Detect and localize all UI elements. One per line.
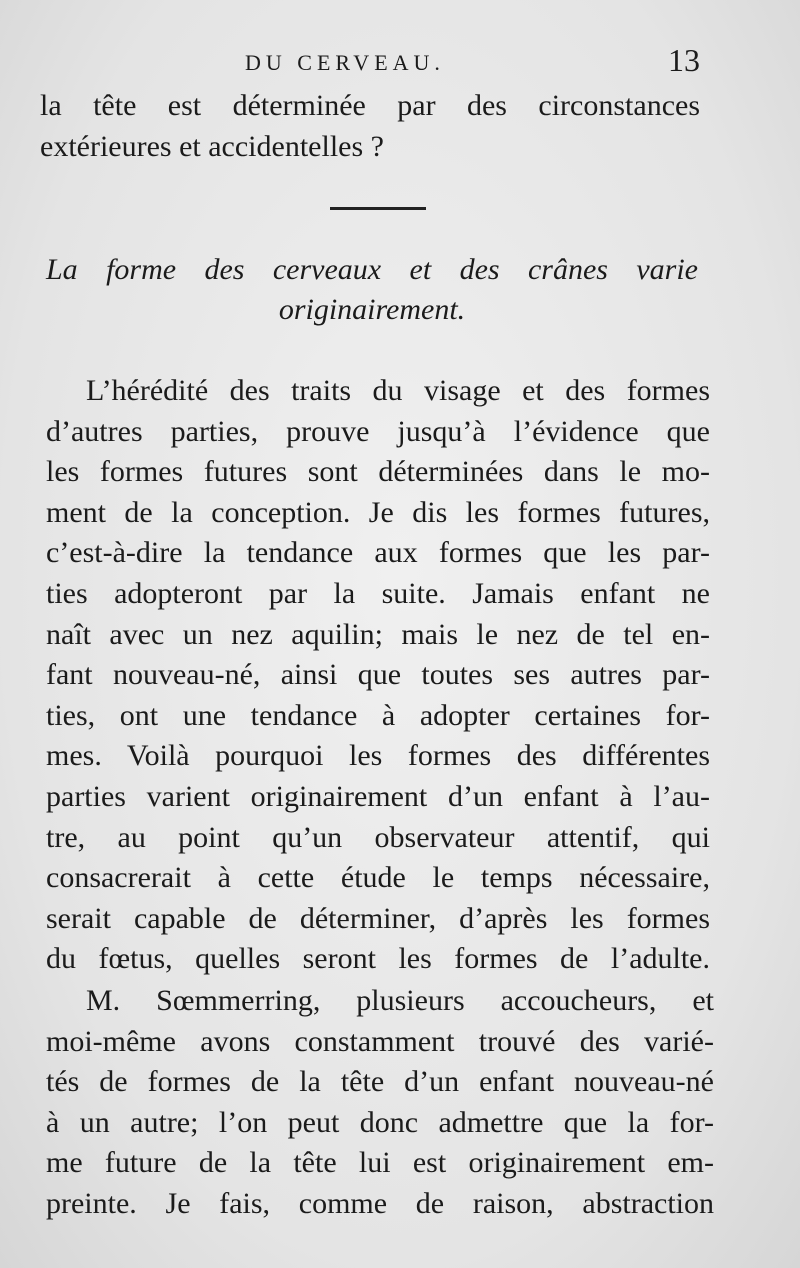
section-heading: [46, 250, 698, 330]
text-line: M. Sœmmerring, plusieurs accoucheurs, et: [86, 984, 714, 1017]
text-line: moi-même avons constamment trouvé des varié-: [46, 1024, 714, 1058]
text-line: tre, au point qu’un observateur attentif, qui: [46, 820, 710, 854]
text-line: fant nouveau-né, ainsi que toutes ses autres par-: [46, 658, 710, 692]
text-line: du fœtus, quelles seront les formes de l’adulte.: [46, 942, 710, 976]
paragraph-heredity: [46, 371, 710, 980]
text-line: mes. Voilà pourquoi les formes des différentes: [46, 739, 710, 773]
text-line: extérieures et accidentelles ?: [40, 129, 384, 163]
text-line: c’est-à-dire la tendance aux formes que les par-: [46, 536, 710, 570]
text-line: parties varient originairement d’un enfant à l’au-: [46, 779, 710, 813]
text-line: ment de la conception. Je dis les formes futures,: [46, 495, 710, 529]
paragraph-soemmerring: [46, 981, 714, 1225]
text-line: tés de formes de la tête d’un enfant nouveau-né: [46, 1065, 714, 1099]
text-line: à un autre; l’on peut donc admettre que la for-: [46, 1105, 714, 1139]
continued-paragraph: [40, 86, 700, 167]
text-line: d’autres parties, prouve jusqu’à l’évidence que: [46, 414, 710, 448]
text-line: ties, ont une tendance à adopter certaines for-: [46, 698, 710, 732]
text-line: la tête est déterminée par des circonstances: [40, 89, 700, 122]
page-number: 13: [668, 42, 700, 78]
section-divider: [330, 207, 426, 210]
text-line: les formes futures sont déterminées dans le mo-: [46, 455, 710, 489]
text-line: serait capable de déterminer, d’après les formes: [46, 901, 710, 935]
text-line: ties adopteront par la suite. Jamais enfant ne: [46, 576, 710, 610]
heading-line: La forme des cerveaux et des crânes varie: [46, 253, 698, 286]
text-line: consacrerait à cette étude le temps nécessaire,: [46, 861, 710, 895]
text-line: L’hérédité des traits du visage et des formes: [86, 374, 710, 407]
running-head: [40, 42, 700, 82]
heading-line: originairement.: [278, 293, 466, 326]
text-line: me future de la tête lui est originairement em-: [46, 1146, 714, 1180]
running-title: DU CERVEAU.: [245, 50, 445, 75]
text-line: preinte. Je fais, comme de raison, abstraction: [46, 1186, 714, 1220]
text-line: naît avec un nez aquilin; mais le nez de tel en-: [46, 617, 710, 651]
